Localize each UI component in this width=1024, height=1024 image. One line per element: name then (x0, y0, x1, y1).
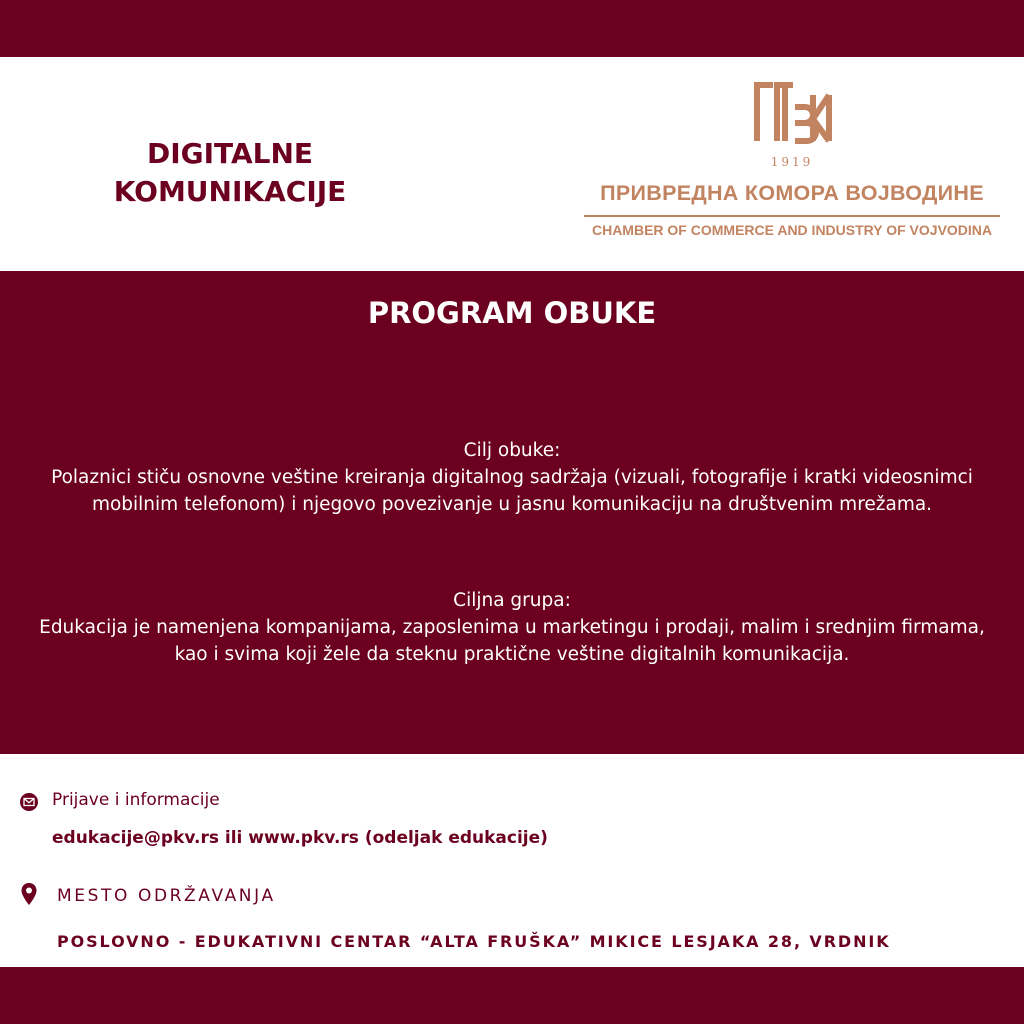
logo-year: 1919 (770, 155, 814, 169)
page-title (90, 135, 370, 211)
logo-name-english: CHAMBER OF COMMERCE AND INDUSTRY OF VOJVODINA (591, 222, 993, 238)
bottom-band (0, 967, 1024, 1024)
program-panel (0, 271, 1024, 754)
goal-section (0, 437, 1024, 518)
goal-text: Polaznici stiču osnovne veštine kreiranja digitalnog sadržaja (vizuali, fotografije i kratki videosnimci mobilnim telefonom) i njegovo povezivanje u jasnu komunikaciju na društvenim mrežama. (51, 467, 973, 515)
contact-details[interactable]: edukacije@pkv.rs ili www.pkv.rs (odeljak edukacije) (52, 828, 548, 848)
target-group-text: Edukacija je namenjena kompanijama, zaposlenima u marketingu i prodaji, malim i srednjim firmama, kao i svima koji žele da steknu praktične veštine digitalnih komunikacija. (39, 617, 985, 665)
venue-address: POSLOVNO - EDUKATIVNI CENTAR “ALTA FRUŠKA” MIKICE LESJAKA 28, VRDNIK (57, 932, 891, 951)
location-pin-icon (20, 882, 38, 906)
chamber-logo (580, 75, 1004, 260)
logo-name-cyrillic: ПРИВРЕДНА КОМОРА ВОЈВОДИНЕ (600, 181, 984, 205)
goal-heading: Cilj obuke: (463, 440, 561, 461)
program-title: PROGRAM OBUKE (367, 296, 657, 330)
target-group-heading: Ciljna grupa: (453, 590, 571, 611)
top-band (0, 0, 1024, 57)
page-title-line-1: DIGITALNE (146, 137, 314, 170)
logo-divider (584, 215, 1000, 217)
header (0, 57, 1024, 271)
page-title-line-2: KOMUNIKACIJE (113, 175, 347, 208)
target-group-section (0, 587, 1024, 668)
pkv-monogram-logo (747, 75, 837, 145)
contact-label: Prijave i informacije (52, 790, 220, 810)
envelope-icon (20, 793, 38, 811)
venue-label: MESTO ODRŽAVANJA (57, 886, 276, 906)
